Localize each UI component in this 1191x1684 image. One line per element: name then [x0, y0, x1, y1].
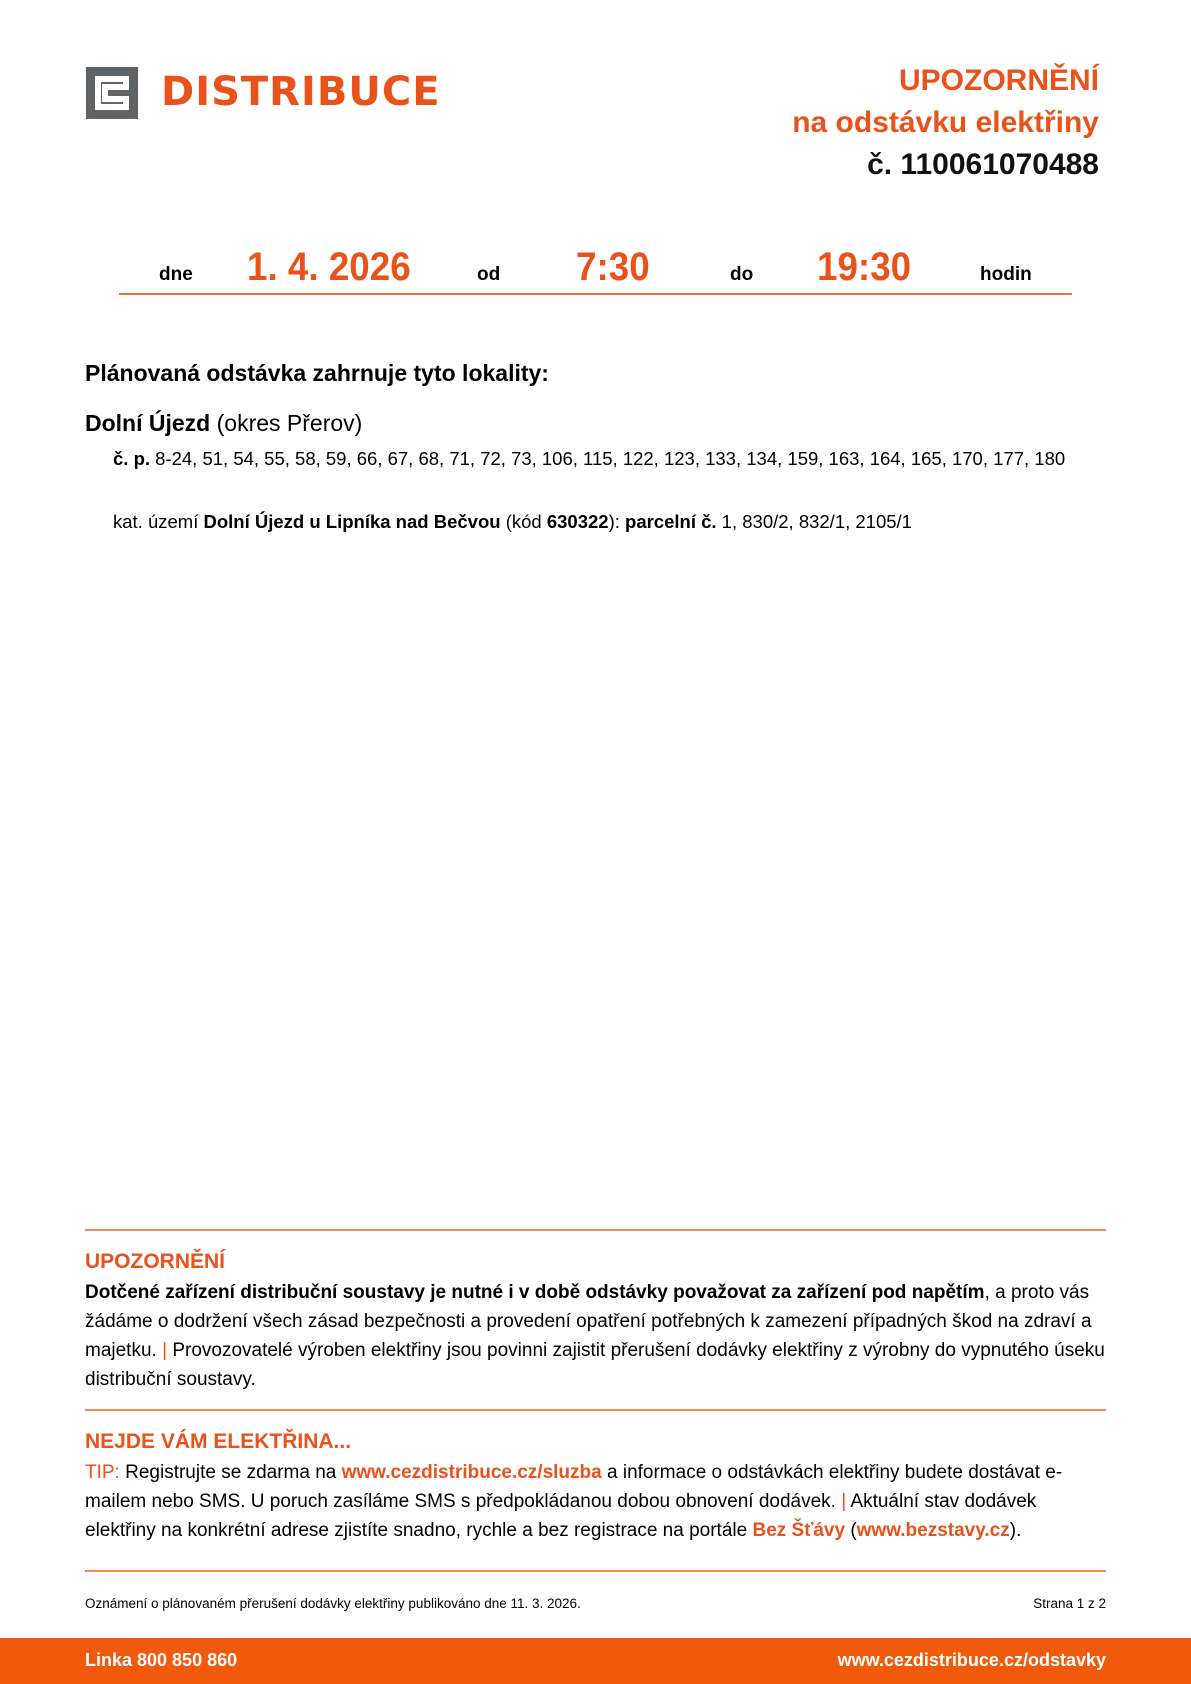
- notice-title: [792, 60, 1099, 186]
- outage-date: 1. 4. 2026: [247, 245, 411, 289]
- locations-heading: Plánovaná odstávka zahrnuje tyto lokality:: [85, 360, 549, 386]
- cadastral-name: Dolní Újezd u Lipníka nad Bečvou: [203, 511, 501, 532]
- tip-text1: Registrujte se zdarma na: [125, 1462, 337, 1483]
- hotline[interactable]: Linka 800 850 860: [85, 1650, 238, 1670]
- warning-bold: Dotčené zařízení distribuční soustavy je nutné i v době odstávky považovat za zařízení pod napětím: [85, 1282, 985, 1303]
- location-town: [85, 410, 362, 437]
- tip-title: NEJDE VÁM ELEKTŘINA...: [85, 1430, 352, 1453]
- schedule-row: [120, 240, 1071, 294]
- hours-label: hodin: [980, 264, 1032, 285]
- paren-close: ).: [1009, 1520, 1022, 1541]
- house-numbers-list: 8-24, 51, 54, 55, 58, 59, 66, 67, 68, 71, 72, 73, 106, 115, 122, 123, 133, 134, 159, 163, 164, 165, 170, 177, 180: [155, 448, 1066, 469]
- parcel-label: parcelní č.: [625, 511, 717, 532]
- end-time: 19:30: [817, 245, 912, 289]
- warning-title: UPOZORNĚNÍ: [85, 1250, 226, 1273]
- separator: |: [841, 1491, 847, 1512]
- divider-warning: [85, 1229, 1106, 1231]
- tip-label: TIP:: [85, 1462, 120, 1483]
- separator: |: [162, 1340, 168, 1361]
- warning-text1: , a proto vás žádáme o dodržení všech zásad bezpečnosti a provedení opatření potřebných k zamezení případných škod na zdraví a majetku.: [85, 1282, 1092, 1361]
- registration-link[interactable]: www.cezdistribuce.cz/sluzba: [341, 1462, 602, 1483]
- cez-logo-icon: [86, 67, 138, 119]
- town-name: Dolní Újezd: [85, 410, 211, 436]
- from-label: od: [477, 264, 501, 285]
- brand-name: DISTRIBUCE: [161, 69, 441, 115]
- divider-footer: [85, 1570, 1106, 1572]
- house-numbers-label: č. p.: [113, 448, 151, 469]
- tip-text: [85, 1458, 1110, 1545]
- date-label: dne: [159, 264, 193, 285]
- page-number: Strana 1 z 2: [1033, 1596, 1106, 1611]
- cadastral-code: 630322: [546, 511, 609, 532]
- title-line1: UPOZORNĚNÍ: [898, 64, 1099, 97]
- title-line2: na odstávku elektřiny: [792, 106, 1099, 139]
- portal-name-link[interactable]: Bez Šťávy: [752, 1520, 846, 1541]
- cadastral-info: [113, 508, 912, 536]
- house-numbers: [113, 444, 1126, 473]
- start-time: 7:30: [576, 245, 650, 289]
- code-prefix: (kód: [505, 511, 542, 532]
- paren-open: (: [850, 1520, 857, 1541]
- bezstavy-link[interactable]: www.bezstavy.cz: [856, 1520, 1010, 1541]
- cadastral-prefix: kat. území: [113, 511, 199, 532]
- district: (okres Přerov): [216, 410, 363, 436]
- tip-text3: Aktuální stav dodávek elektřiny na konkrétní adrese zjistíte snadno, rychle a bez registrace na portále: [85, 1491, 1037, 1541]
- notice-number: č. 110061070488: [867, 148, 1099, 181]
- parcel-list: 1, 830/2, 832/1, 2105/1: [721, 511, 912, 532]
- tip-text2: a informace o odstávkách elektřiny budete dostávat e-mailem nebo SMS. U poruch zasíláme SMS s předpokládanou dobou obnovení dodávek.: [85, 1462, 1063, 1512]
- code-suffix: ):: [608, 511, 620, 532]
- to-label: do: [730, 264, 754, 285]
- footer-bar: [0, 1638, 1191, 1684]
- outages-url[interactable]: www.cezdistribuce.cz/odstavky: [837, 1650, 1106, 1670]
- divider-tip: [85, 1409, 1106, 1411]
- publication-note: Oznámení o plánovaném přerušení dodávky elektřiny publikováno dne 11. 3. 2026.: [85, 1596, 581, 1611]
- schedule-divider: [119, 293, 1072, 295]
- warning-text: [85, 1278, 1110, 1394]
- warning-text2: Provozovatelé výroben elektřiny jsou povinni zajistit přerušení dodávky elektřiny z výrobny do vypnutého úseku distribuční soustavy.: [85, 1340, 1105, 1390]
